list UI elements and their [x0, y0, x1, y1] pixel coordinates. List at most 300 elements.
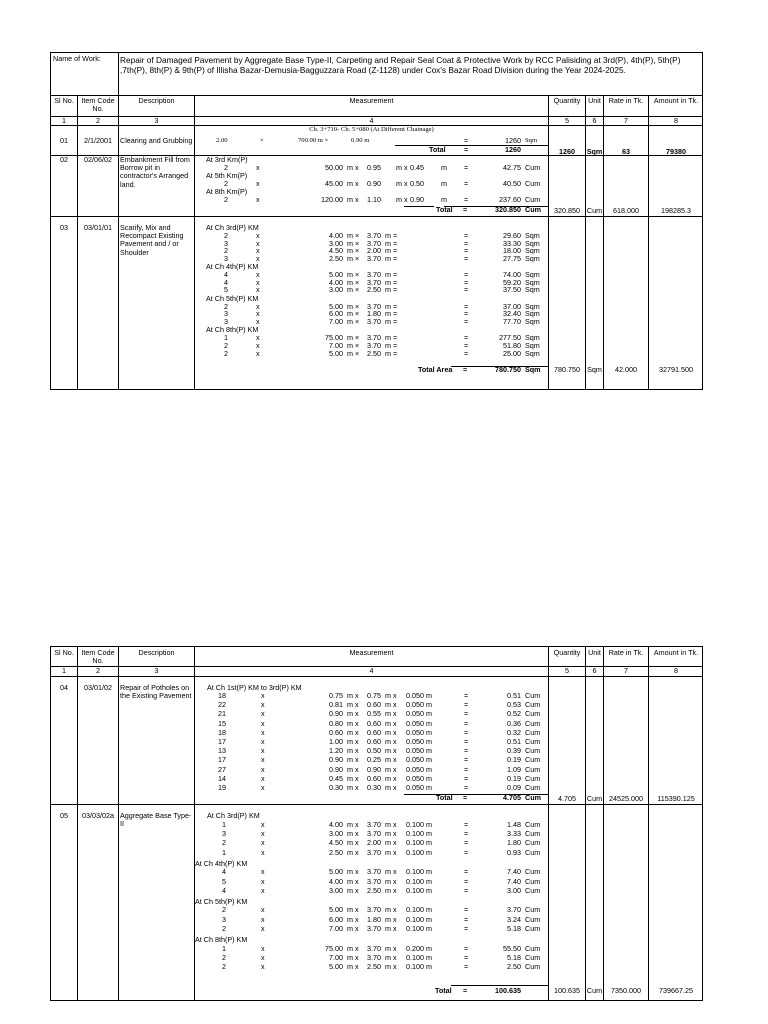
- item03-value: 277.50: [499, 333, 521, 343]
- item04-times: x: [261, 773, 265, 783]
- item05-times: x: [261, 885, 265, 895]
- item03-width-unit: m =: [385, 231, 398, 240]
- item01-total-val: 1260: [505, 145, 521, 154]
- item04-depth: 0.050 m: [406, 718, 432, 728]
- t2-col-num-4: 4: [369, 666, 374, 675]
- t2-header-amount: Amount in Tk.: [653, 648, 699, 657]
- item04-unit: Cum: [525, 727, 541, 737]
- item02-amount: 198285.3: [661, 206, 691, 215]
- item05-eq: =: [464, 867, 469, 877]
- item04-count: 21: [218, 709, 226, 719]
- item03-times: x: [256, 277, 260, 287]
- item03-value: 25.00: [503, 348, 521, 358]
- item03-count: 2: [224, 348, 228, 358]
- item02-width-unit: m x: [396, 195, 408, 204]
- item05-length-unit: m x: [347, 867, 359, 877]
- item02-total-eq: =: [463, 205, 468, 214]
- item04-width: 0.75: [367, 691, 381, 700]
- item03-width: 3.70: [367, 238, 381, 248]
- item04-length: 0.45: [329, 773, 343, 783]
- item04-length-unit: m x: [347, 783, 359, 792]
- item04-width-unit: m x: [385, 783, 397, 792]
- item02-total-unit: Cum: [525, 205, 541, 214]
- item01-rate: 63: [622, 147, 630, 156]
- item03-length: 75.00: [325, 333, 343, 343]
- item04-unit: Cum: [525, 764, 541, 774]
- item03-eq: =: [464, 309, 469, 319]
- item02-value: 42.75: [503, 163, 521, 172]
- item03-width-unit: m =: [385, 309, 398, 319]
- item03-unit: Sqm: [525, 333, 540, 343]
- item04-width-unit: m x: [385, 737, 397, 746]
- item01-code: 2/1/2001: [84, 136, 112, 145]
- col-num-1: 1: [62, 116, 66, 125]
- item05-depth: 0.100 m: [406, 962, 432, 972]
- item05-width-unit: m x: [385, 905, 397, 915]
- item05-times: x: [261, 828, 265, 838]
- item04-eq: =: [464, 783, 469, 792]
- item04-depth: 0.050 m: [406, 755, 432, 765]
- item04-value: 0.19: [507, 755, 521, 765]
- item05-width-unit: m x: [385, 924, 397, 934]
- item02-width: 1.10: [367, 195, 381, 204]
- item03-width: 3.70: [367, 253, 381, 263]
- item05-eq: =: [464, 905, 469, 915]
- item01-chainage: Ch. 3+710- Ch. 5+080 (At Different Chainage): [309, 126, 434, 133]
- item05-length: 75.00: [325, 943, 343, 953]
- item05-width: 2.00: [367, 838, 381, 848]
- item01-total-eq: =: [464, 145, 469, 154]
- item01-amount: 79380: [666, 147, 686, 156]
- item05-times: x: [261, 838, 265, 848]
- item05-depth: 0.100 m: [406, 828, 432, 838]
- item04-eq: =: [464, 709, 469, 719]
- item03-desc: Scarify, Mix and Recompact Existing Pavement and / or Shoulder: [120, 223, 184, 257]
- item03-rate: 42.000: [615, 365, 637, 374]
- item03-unit: Sqm: [525, 309, 540, 319]
- item02-depth: 0.45: [410, 163, 424, 172]
- item04-value: 0.53: [507, 700, 521, 710]
- item04-eq: =: [464, 773, 469, 783]
- item05-location: At Ch 8th(P) KM: [195, 935, 248, 944]
- item03-times: x: [256, 246, 260, 256]
- item04-width: 0.60: [367, 727, 381, 737]
- item04-length: 0.75: [329, 691, 343, 700]
- item05-value: 1.48: [507, 819, 521, 829]
- item03-unit: Sqm: [525, 301, 540, 311]
- item05-length: 4.50: [329, 838, 343, 848]
- item03-length-unit: m ×: [347, 277, 360, 287]
- item04-amount: 115390.125: [657, 794, 695, 803]
- item03-length: 7.00: [329, 341, 343, 350]
- item05-width-unit: m x: [385, 876, 397, 886]
- item05-times: x: [261, 952, 265, 962]
- item05-length: 4.00: [329, 876, 343, 886]
- t2-col-num-1: 1: [62, 666, 66, 675]
- item05-width-unit: m x: [385, 952, 397, 962]
- item05-length: 5.00: [329, 962, 343, 972]
- item04-depth: 0.050 m: [406, 783, 432, 792]
- item01-m1: 2.00: [216, 137, 228, 144]
- item05-width: 3.70: [367, 943, 381, 953]
- item05-code: 03/03/02a: [82, 811, 114, 820]
- item02-depth: 0.50: [410, 179, 424, 188]
- item02-count: 2: [224, 179, 228, 188]
- item05-qunit: Cum: [586, 986, 603, 995]
- item05-length-unit: m x: [347, 819, 359, 829]
- item04-total-label: Total: [436, 793, 453, 802]
- item04-length-unit: m x: [347, 709, 359, 719]
- item03-length-unit: m ×: [347, 238, 360, 248]
- item04-eq: =: [464, 727, 469, 737]
- item03-width: 3.70: [367, 277, 381, 287]
- item05-width: 3.70: [367, 867, 381, 877]
- item05-value: 5.18: [507, 952, 521, 962]
- item05-unit: Cum: [525, 952, 541, 962]
- item05-value: 7.40: [507, 876, 521, 886]
- item05-count: 2: [222, 952, 226, 962]
- item03-qunit: Sqm: [587, 365, 602, 374]
- t2-col-num-8: 8: [674, 666, 678, 675]
- item04-times: x: [261, 709, 265, 719]
- item05-length-unit: m x: [347, 914, 359, 924]
- item02-location: At 8th Km(P): [206, 187, 248, 196]
- t2-header-unit: Unit: [588, 648, 601, 657]
- item02-length-unit: m x: [347, 179, 359, 188]
- item05-width: 3.70: [367, 819, 381, 829]
- item04-width: 0.30: [367, 783, 381, 792]
- item05-times: x: [261, 943, 265, 953]
- item03-length-unit: m ×: [347, 270, 360, 280]
- item04-unit: Cum: [525, 773, 541, 783]
- item03-unit: Sqm: [525, 231, 540, 240]
- item04-times: x: [261, 764, 265, 774]
- item02-width: 0.90: [367, 179, 381, 188]
- item05-width: 3.70: [367, 924, 381, 934]
- item04-count: 19: [218, 783, 226, 792]
- item04-qunit: Cum: [586, 794, 603, 803]
- item02-total-val: 320.850: [495, 205, 521, 214]
- item02-count: 2: [224, 195, 228, 204]
- item01-total-label: Total: [429, 145, 446, 154]
- item03-count: 2: [224, 341, 228, 350]
- item04-times: x: [261, 700, 265, 710]
- item05-length: 7.00: [329, 924, 343, 934]
- item04-width: 0.90: [367, 764, 381, 774]
- col-num-6: 6: [592, 116, 597, 125]
- item05-unit: Cum: [525, 914, 541, 924]
- item05-width: 2.50: [367, 962, 381, 972]
- item04-count: 17: [218, 737, 226, 746]
- item05-width-unit: m x: [385, 847, 397, 857]
- item03-width-unit: m =: [385, 341, 398, 350]
- item03-value: 77.70: [503, 317, 521, 326]
- item03-value: 59.20: [503, 277, 521, 287]
- item05-eq: =: [464, 924, 469, 934]
- item03-length: 5.00: [329, 301, 343, 311]
- item02-unit: Cum: [525, 163, 541, 172]
- item03-count: 2: [224, 231, 228, 240]
- item03-location: At Ch 3rd(P) KM: [206, 223, 259, 232]
- item03-length-unit: m ×: [347, 285, 360, 295]
- item03-value: 37.00: [503, 301, 521, 311]
- item03-width: 3.70: [367, 317, 381, 326]
- item05-eq: =: [464, 847, 469, 857]
- item05-times: x: [261, 962, 265, 972]
- item05-width: 2.50: [367, 885, 381, 895]
- item03-eq: =: [464, 317, 469, 326]
- item04-value: 0.39: [507, 746, 521, 756]
- item05-eq: =: [464, 828, 469, 838]
- item05-eq: =: [464, 885, 469, 895]
- item03-value: 51.80: [503, 341, 521, 350]
- item04-unit: Cum: [525, 700, 541, 710]
- item05-depth: 0.100 m: [406, 819, 432, 829]
- col-num-3: 3: [154, 116, 159, 125]
- t2-header-measurement: Measurement: [349, 648, 394, 657]
- item04-width-unit: m x: [385, 709, 397, 719]
- item02-depth-unit: m: [441, 163, 447, 172]
- item04-depth: 0.050 m: [406, 764, 432, 774]
- item04-width-unit: m x: [385, 746, 397, 756]
- item05-depth: 0.100 m: [406, 905, 432, 915]
- item04-depth: 0.050 m: [406, 773, 432, 783]
- item04-width: 0.60: [367, 700, 381, 710]
- item03-total-eq: =: [463, 365, 468, 374]
- item04-times: x: [261, 746, 265, 756]
- t2-header-rate: Rate in Tk.: [608, 648, 644, 657]
- item03-length-unit: m ×: [347, 333, 360, 343]
- item05-times: x: [261, 914, 265, 924]
- item04-depth: 0.050 m: [406, 691, 432, 700]
- item04-depth: 0.050 m: [406, 709, 432, 719]
- item04-count: 22: [218, 700, 226, 710]
- item04-width: 0.25: [367, 755, 381, 765]
- item04-length-unit: m x: [347, 746, 359, 756]
- item03-times: x: [256, 309, 260, 319]
- t2-header-description: Description: [138, 648, 175, 657]
- item04-unit: Cum: [525, 691, 541, 700]
- item03-count: 5: [224, 285, 228, 295]
- item05-length: 5.00: [329, 867, 343, 877]
- item02-total-label: Total: [436, 205, 453, 214]
- item03-length: 3.00: [329, 285, 343, 295]
- item05-value: 0.93: [507, 847, 521, 857]
- item04-unit: Cum: [525, 718, 541, 728]
- item03-unit: Sqm: [525, 253, 540, 263]
- item05-location: At Ch 3rd(P) KM: [207, 811, 260, 820]
- item02-length-unit: m x: [347, 163, 359, 172]
- measurement-table-2: [50, 646, 703, 1001]
- item05-location: At Ch 4th(P) KM: [195, 858, 248, 868]
- header-unit: Unit: [588, 96, 601, 105]
- t2-header-item-code: Item Code No.: [81, 648, 115, 666]
- item01-sl: 01: [60, 136, 68, 145]
- item04-length: 0.30: [329, 783, 343, 792]
- item03-times: x: [256, 231, 260, 240]
- item05-unit: Cum: [525, 819, 541, 829]
- item05-count: 1: [222, 847, 226, 857]
- item04-length: 0.90: [329, 709, 343, 719]
- item05-eq: =: [464, 914, 469, 924]
- item05-depth: 0.100 m: [406, 867, 432, 877]
- item03-length-unit: m ×: [347, 341, 360, 350]
- item04-eq: =: [464, 737, 469, 746]
- item04-width-unit: m x: [385, 718, 397, 728]
- item03-eq: =: [464, 301, 469, 311]
- item04-length: 0.90: [329, 764, 343, 774]
- item03-unit: Sqm: [525, 348, 540, 358]
- item04-depth: 0.050 m: [406, 737, 432, 746]
- item01-qunit: Sqm: [586, 147, 603, 156]
- item02-width-unit: m x: [396, 163, 408, 172]
- item03-width: 2.50: [367, 348, 381, 358]
- item02-eq: =: [464, 179, 469, 188]
- item01-x1: ×: [260, 137, 264, 144]
- item05-width-unit: m x: [385, 838, 397, 848]
- item05-width-unit: m x: [385, 885, 397, 895]
- item03-eq: =: [464, 238, 469, 248]
- item03-eq: =: [464, 253, 469, 263]
- item02-times: x: [256, 163, 260, 172]
- item03-width: 3.70: [367, 333, 381, 343]
- item05-times: x: [261, 924, 265, 934]
- item05-width: 1.80: [367, 914, 381, 924]
- item03-length: 2.50: [329, 253, 343, 263]
- item04-unit: Cum: [525, 783, 541, 792]
- item03-times: x: [256, 301, 260, 311]
- item04-count: 18: [218, 727, 226, 737]
- item04-width: 0.50: [367, 746, 381, 756]
- item04-total-eq: =: [463, 793, 468, 802]
- item03-length: 5.00: [329, 270, 343, 280]
- item04-width: 0.60: [367, 718, 381, 728]
- item03-times: x: [256, 285, 260, 295]
- item02-code: 02/06/02: [84, 155, 112, 164]
- item03-width: 3.70: [367, 270, 381, 280]
- item03-length: 6.00: [329, 309, 343, 319]
- item05-depth: 0.100 m: [406, 847, 432, 857]
- item05-value: 3.70: [507, 905, 521, 915]
- item05-width-unit: m x: [385, 819, 397, 829]
- item05-eq: =: [464, 819, 469, 829]
- item05-unit: Cum: [525, 876, 541, 886]
- col-num-5: 5: [565, 116, 569, 125]
- item03-count: 2: [224, 301, 228, 311]
- header-quantity: Quantity: [553, 96, 581, 105]
- item04-width-unit: m x: [385, 691, 397, 700]
- item04-length-unit: m x: [347, 773, 359, 783]
- item02-count: 2: [224, 163, 228, 172]
- item03-width: 2.50: [367, 285, 381, 295]
- item03-width-unit: m =: [385, 301, 398, 311]
- item03-unit: Sqm: [525, 277, 540, 287]
- item01-eq: =: [464, 136, 469, 145]
- item03-unit: Sqm: [525, 238, 540, 248]
- item04-rate: 24525.000: [609, 794, 643, 803]
- item04-width-unit: m x: [385, 764, 397, 774]
- item04-unit: Cum: [525, 755, 541, 765]
- item03-value: 29.60: [503, 231, 521, 240]
- item04-times: x: [261, 755, 265, 765]
- item02-times: x: [256, 179, 260, 188]
- item05-depth: 0.200 m: [406, 943, 432, 953]
- item03-eq: =: [464, 285, 469, 295]
- item03-length: 4.00: [329, 231, 343, 240]
- item04-count: 27: [218, 764, 226, 774]
- item01-val: 1260: [505, 136, 521, 145]
- item04-length-unit: m x: [347, 718, 359, 728]
- item05-length-unit: m x: [347, 847, 359, 857]
- item05-unit: Cum: [525, 838, 541, 848]
- t2-header-sl: Sl No.: [54, 648, 74, 657]
- item05-sl: 05: [60, 811, 68, 820]
- name-of-work-text: Repair of Damaged Pavement by Aggregate Base Type-II, Carpeting and Repair Seal Coat & Protective Work by RCC Palisiding at 3rd(P), 4th(P), 5th(P) ,7th(P), 8th(P) & 9th(P) of Illisha Bazar-Demusia-Bagguzzara Road (Z-1128) under Cox's Bazar Road Division during the Year 2024-2025.: [120, 55, 681, 75]
- item03-times: x: [256, 333, 260, 343]
- header-amount: Amount in Tk.: [653, 96, 699, 105]
- item04-length-unit: m x: [347, 691, 359, 700]
- item02-sl: 02: [60, 155, 68, 164]
- item05-count: 2: [222, 838, 226, 848]
- item05-total-val: 100.635: [495, 986, 521, 995]
- item03-value: 37.50: [503, 285, 521, 295]
- item03-eq: =: [464, 231, 469, 240]
- item05-times: x: [261, 847, 265, 857]
- item04-sl: 04: [60, 683, 68, 692]
- item04-total-val: 4.705: [503, 793, 521, 802]
- t2-col-num-2: 2: [96, 666, 100, 675]
- header-measurement: Measurement: [349, 96, 394, 105]
- item02-rate: 618.000: [613, 206, 639, 215]
- item05-depth: 0.100 m: [406, 838, 432, 848]
- item05-times: x: [261, 819, 265, 829]
- item05-count: 1: [222, 819, 226, 829]
- t2-header-quantity: Quantity: [553, 648, 581, 657]
- item05-length-unit: m x: [347, 876, 359, 886]
- header-rate: Rate in Tk.: [608, 96, 644, 105]
- item05-length-unit: m x: [347, 924, 359, 934]
- item03-width: 2.00: [367, 246, 381, 256]
- item04-qty: 4.705: [558, 794, 576, 803]
- item03-length: 4.50: [329, 246, 343, 256]
- item03-length-unit: m ×: [347, 253, 360, 263]
- item03-amount: 32791.500: [659, 365, 693, 374]
- item03-unit: Sqm: [525, 317, 540, 326]
- item03-eq: =: [464, 333, 469, 343]
- item04-value: 0.52: [507, 709, 521, 719]
- item05-length-unit: m x: [347, 828, 359, 838]
- item05-eq: =: [464, 876, 469, 886]
- item02-length-unit: m x: [347, 195, 359, 204]
- item03-eq: =: [464, 277, 469, 287]
- item02-depth: 0.90: [410, 195, 424, 204]
- item05-value: 3.24: [507, 914, 521, 924]
- item01-unit: Sqm: [525, 137, 538, 144]
- item05-count: 2: [222, 962, 226, 972]
- item04-length: 0.80: [329, 718, 343, 728]
- item05-eq: =: [464, 943, 469, 953]
- item04-width-unit: m x: [385, 700, 397, 710]
- item05-length: 7.00: [329, 952, 343, 962]
- item03-length-unit: m ×: [347, 348, 360, 358]
- item04-length: 1.00: [329, 737, 343, 746]
- item05-width-unit: m x: [385, 828, 397, 838]
- item03-times: x: [256, 270, 260, 280]
- item04-length-unit: m x: [347, 737, 359, 746]
- item03-unit: Sqm: [525, 270, 540, 280]
- item04-times: x: [261, 727, 265, 737]
- item03-times: x: [256, 238, 260, 248]
